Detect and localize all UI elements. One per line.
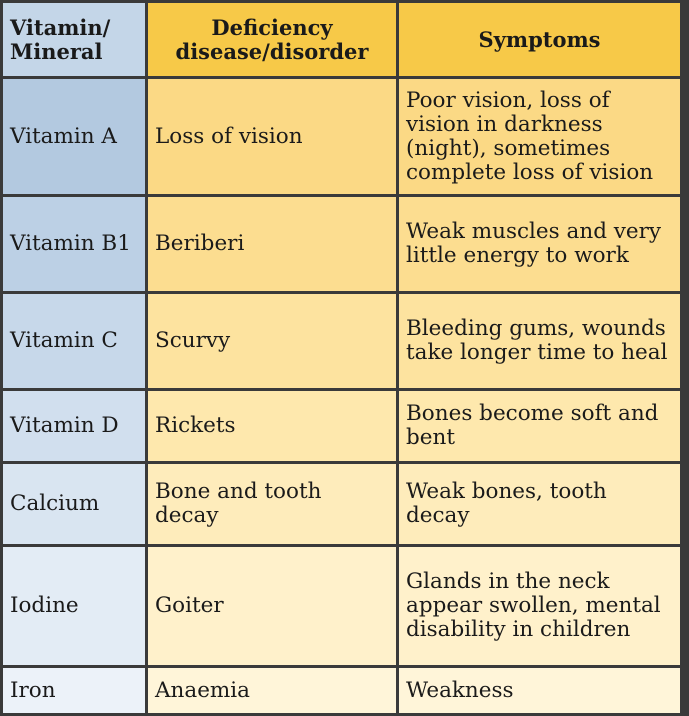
cell-nutrient: Iodine (3, 547, 145, 665)
cell-symptoms: Poor vision, loss of vision in darkness (night), sometimes complete loss of vision (399, 79, 680, 194)
cell-nutrient: Vitamin D (3, 391, 145, 461)
header-symptoms: Symptoms (399, 3, 680, 76)
header-disease-line1: Deficiency (211, 14, 333, 40)
table-row (3, 79, 680, 194)
cell-nutrient: Calcium (3, 464, 145, 544)
cell-disease: Rickets (148, 391, 396, 461)
cell-disease: Beriberi (148, 197, 396, 291)
table-row (3, 464, 680, 544)
cell-nutrient: Vitamin A (3, 79, 145, 194)
table-row (3, 668, 680, 713)
cell-nutrient: Iron (3, 668, 145, 713)
header-nutrient (3, 3, 145, 76)
cell-symptoms: Weak muscles and very little energy to work (399, 197, 680, 291)
header-disease-line2: disease/disorder (175, 38, 369, 64)
cell-symptoms: Weakness (399, 668, 680, 713)
cell-nutrient: Vitamin C (3, 294, 145, 388)
table-row (3, 547, 680, 665)
cell-disease: Scurvy (148, 294, 396, 388)
cell-symptoms: Glands in the neck appear swollen, mental disability in children (399, 547, 680, 665)
cell-symptoms: Bleeding gums, wounds take longer time to heal (399, 294, 680, 388)
header-disease (148, 3, 396, 76)
cell-symptoms: Weak bones, tooth decay (399, 464, 680, 544)
table-header-row (3, 3, 680, 76)
table-row (3, 197, 680, 291)
cell-disease: Anaemia (148, 668, 396, 713)
cell-nutrient: Vitamin B1 (3, 197, 145, 291)
cell-disease: Goiter (148, 547, 396, 665)
table-row (3, 391, 680, 461)
cell-disease: Bone and tooth decay (148, 464, 396, 544)
cell-symptoms: Bones become soft and bent (399, 391, 680, 461)
table-row (3, 294, 680, 388)
header-nutrient-line2: Mineral (10, 38, 103, 64)
cell-disease: Loss of vision (148, 79, 396, 194)
header-nutrient-line1: Vitamin/ (10, 14, 111, 40)
